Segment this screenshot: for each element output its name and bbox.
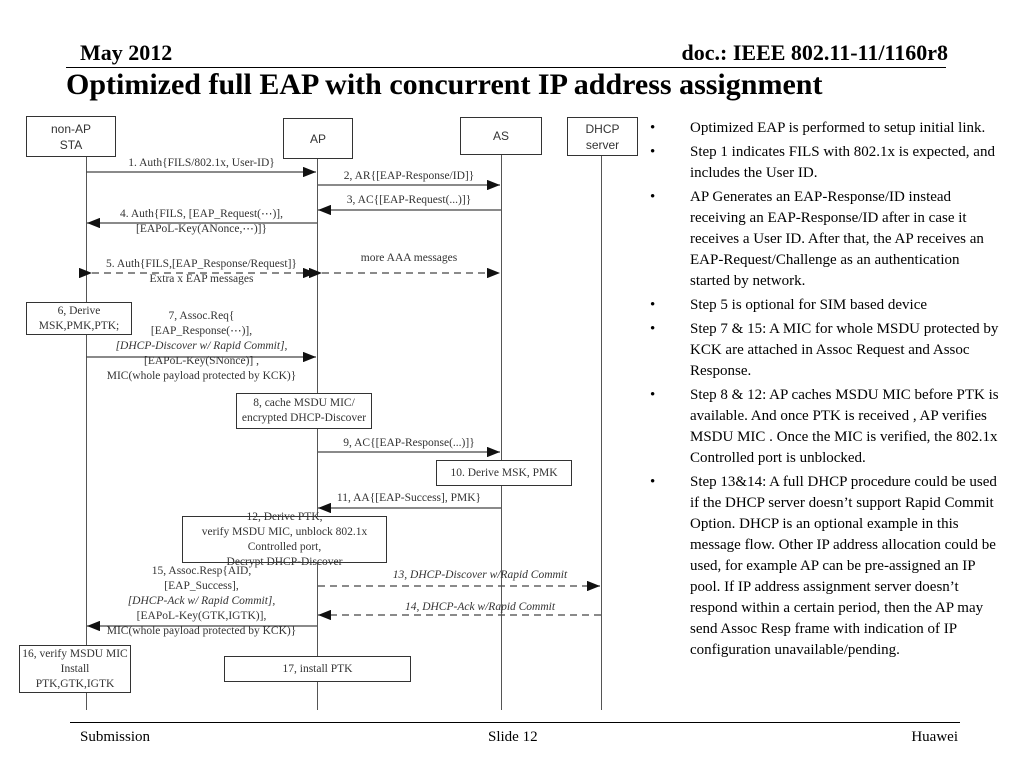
bullet-list [648, 118, 1000, 664]
bullet-text: Step 5 is optional for SIM based device [690, 297, 928, 313]
box-text: 16, verify MSDU MIC [22, 647, 128, 660]
entity-label: STA [59, 137, 83, 152]
msg-7-line: [EAP_Response(⋯)], [150, 325, 253, 337]
box-text: 12, Derive PTK, [246, 510, 323, 523]
msg-11-label: 11, AA{[EAP-Success], PMK} [336, 492, 482, 504]
bullet-text: Optimized EAP is performed to setup initial link. [690, 120, 986, 136]
entity-as [460, 117, 542, 155]
box-text: 6, Derive [57, 304, 101, 317]
bullet-text: Step 8 & 12: AP caches MSDU MIC before PTK is available. And once PTK is received , AP verifies MSDU MIC . Once the MIC is verified, the 802.1x Controlled port is unblocked. [690, 387, 999, 466]
msg-5-label-2: Extra x EAP messages [149, 273, 254, 285]
msg-15-line: [EAPoL-Key(GTK,IGTK)], [136, 610, 267, 622]
step-8-box [236, 393, 372, 429]
footer-company: Huawei [911, 729, 958, 745]
step-17-box [224, 656, 411, 682]
msg-13-label: 13, DHCP-Discover w/Rapid Commit [392, 569, 568, 581]
footer-slide-number: Slide 12 [488, 729, 538, 745]
msg-7-line: [DHCP-Discover w/ Rapid Commit], [115, 340, 288, 352]
step-10-box [436, 460, 572, 486]
step-12-box [182, 510, 387, 568]
msg-7-line: [EAPoL-Key(SNonce)] , [144, 355, 259, 367]
msg-7-label [86, 309, 317, 384]
bullet-item [648, 295, 1000, 316]
bullet-text: Step 13&14: A full DHCP procedure could be used if the DHCP server doesn’t support Rapid Commit Option. DHCP is an optional example in this message flow. Other IP address allocation could be used, for example AP can be pre-assigned an IP pool. If IP address assignment server doesn’t respond within a certain period, then the AP may send Assoc Resp frame with indication of IP configuration unavailable/pending. [690, 474, 997, 658]
msg-15-line: MIC(whole payload protected by KCK)} [106, 625, 297, 637]
box-text: verify MSDU MIC, unblock 802.1x Controlled port, [201, 525, 368, 553]
bullet-marker: • [650, 144, 656, 160]
box-text: 10. Derive MSK, PMK [450, 466, 558, 479]
msg-9-label: 9, AC{[EAP-Response(...)]} [343, 437, 475, 449]
footer-divider [70, 722, 960, 723]
box-text: Decrypt DHCP-Discover [226, 555, 343, 568]
aaa-label: more AAA messages [360, 252, 458, 264]
box-text: encrypted DHCP-Discover [241, 412, 367, 424]
bullet-item [648, 319, 1000, 382]
msg-4-label: 4. Auth{FILS, [EAP_Request(⋯)], [120, 208, 283, 220]
msg-15-label [86, 564, 317, 639]
bullet-text: Step 7 & 15: A MIC for whole MSDU protected by KCK are attached in Assoc Request and Assoc Response. [690, 321, 999, 379]
msg-1-label: 1. Auth{FILS/802.1x, User-ID} [128, 157, 275, 169]
msg-7-line: 7, Assoc.Req{ [168, 310, 235, 322]
msg-7-line: MIC(whole payload protected by KCK)} [106, 370, 297, 382]
bullet-item [648, 142, 1000, 184]
bullet-item [648, 472, 1000, 661]
msg-14-label: 14, DHCP-Ack w/Rapid Commit [404, 601, 556, 613]
msg-4-label-2: [EAPoL-Key(ANonce,⋯)]} [135, 223, 268, 235]
bullet-marker: • [650, 474, 656, 490]
bullet-text: AP Generates an EAP-Response/ID instead receiving an EAP-Response/ID after in case it receives a User ID. After that, the AP receives an EAP-Request/Challenge as an authentication started by network. [690, 189, 984, 289]
msg-15-line: [EAP_Success], [164, 580, 239, 592]
bullet-item [648, 118, 1000, 139]
bullet-item [648, 187, 1000, 292]
msg-2-label: 2, AR{[EAP-Response/ID]} [343, 170, 475, 182]
msg-15-line: 15, Assoc.Resp{AID, [151, 565, 252, 577]
entity-label: server [585, 137, 620, 152]
msg-15-line: [DHCP-Ack w/ Rapid Commit], [127, 595, 276, 607]
box-text: Install PTK,GTK,IGTK [35, 662, 115, 690]
bullet-marker: • [650, 120, 656, 136]
box-text: MSK,PMK,PTK; [38, 319, 120, 332]
box-text: 8, cache MSDU MIC/ [253, 397, 355, 409]
entity-label: AS [492, 129, 509, 143]
footer-submission: Submission [80, 729, 151, 745]
entity-label: DHCP [585, 121, 620, 136]
bullet-marker: • [650, 387, 656, 403]
bullet-marker: • [650, 297, 656, 313]
entity-ap [283, 118, 353, 159]
step-16-box [19, 645, 131, 693]
msg-5-label: 5. Auth{FILS,[EAP_Response/Request]} [106, 258, 297, 270]
entity-sta [26, 116, 116, 157]
bullet-item [648, 385, 1000, 469]
msg-3-label: 3, AC{[EAP-Request(...)]} [346, 194, 472, 206]
header-doc-id: doc.: IEEE 802.11-11/1160r8 [681, 40, 948, 65]
box-text: 17, install PTK [282, 662, 353, 675]
header-date: May 2012 [80, 40, 173, 65]
entity-label: AP [309, 131, 326, 146]
slide-title: Optimized full EAP with concurrent IP address assignment [66, 68, 823, 101]
bullet-marker: • [650, 189, 656, 205]
bullet-marker: • [650, 321, 656, 337]
entity-label: non-AP [50, 121, 92, 136]
bullet-text: Step 1 indicates FILS with 802.1x is expected, and includes the User ID. [690, 144, 995, 181]
entity-dhcp [567, 117, 638, 156]
